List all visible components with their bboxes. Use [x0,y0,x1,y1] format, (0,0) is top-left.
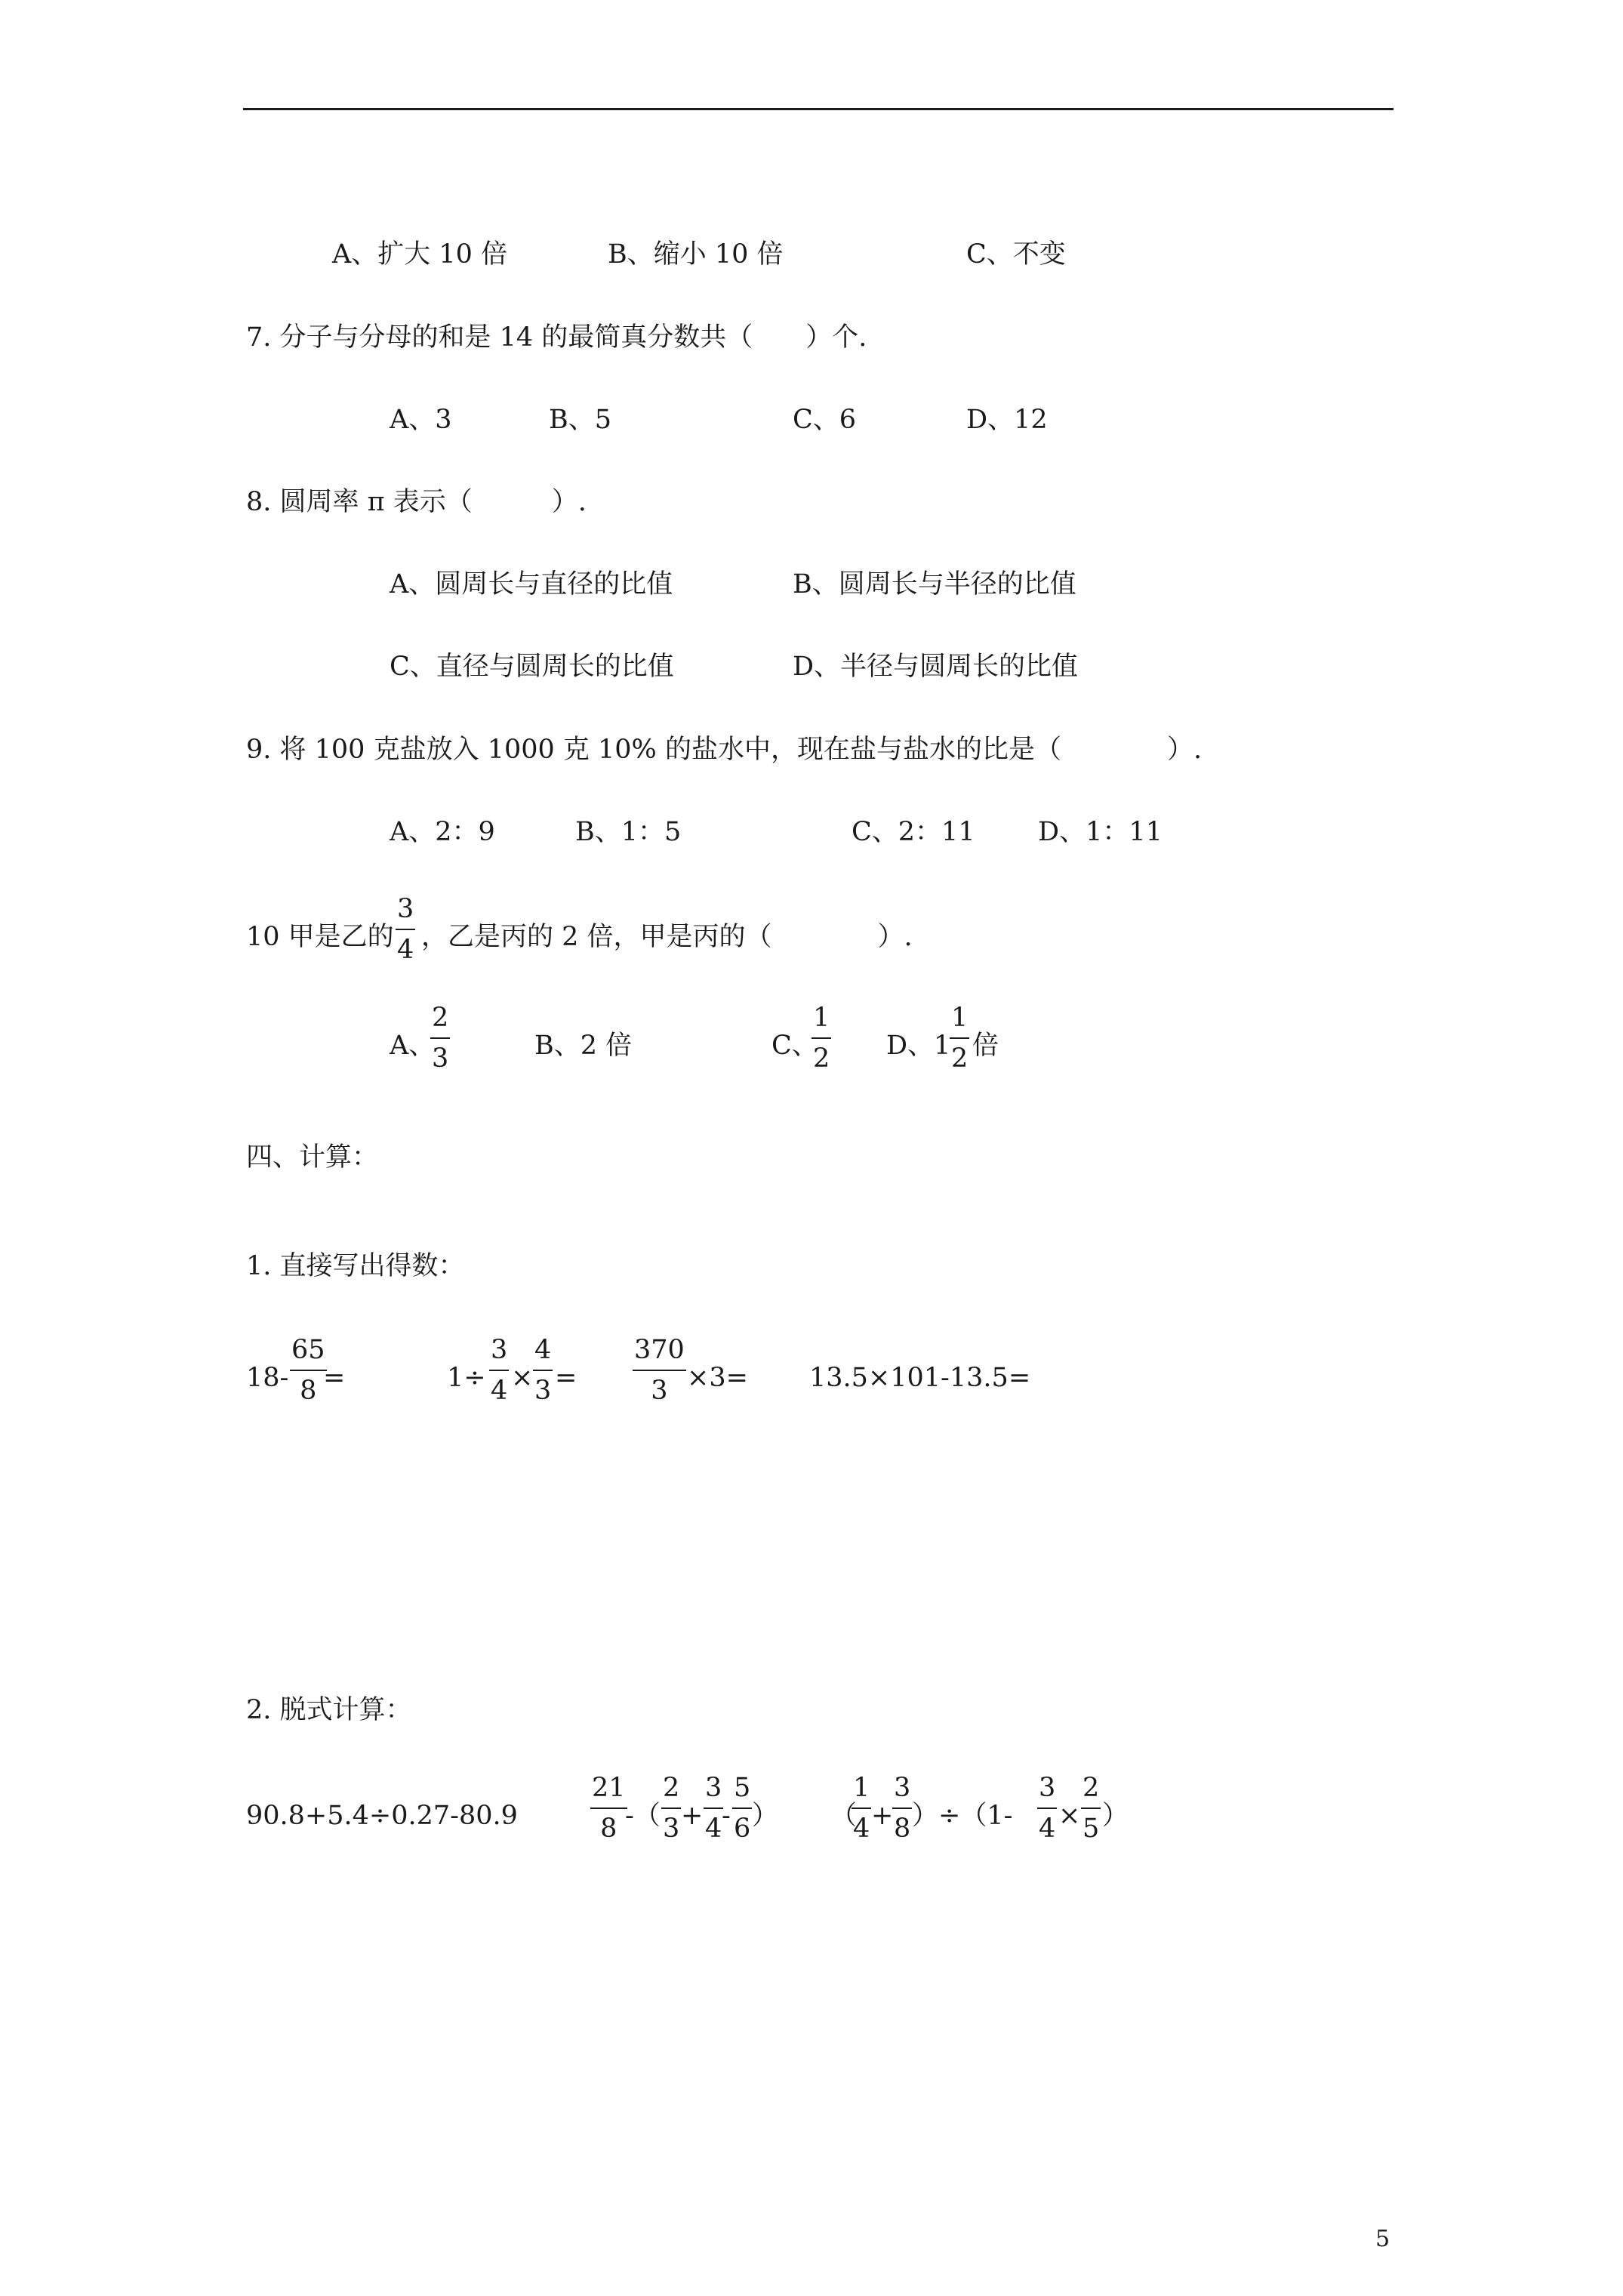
calc1-expr2-times: × [511,1363,534,1393]
calc1-expr1-suffix: = [323,1363,346,1393]
q8-option-a: A、圆周长与直径的比值 [390,569,673,599]
q8-stem: 8. 圆周率 π 表示（ ）. [246,487,587,517]
calc2-expr2-op2: + [681,1801,704,1831]
calc1-expr3-suffix: ×3= [687,1363,748,1393]
q9-option-b: B、1：5 [575,817,682,847]
q7-option-c: C、6 [793,405,857,435]
q10-option-c-fraction: 1 2 [813,1003,830,1074]
q8-option-d: D、半径与圆周长的比值 [793,652,1079,682]
calc1-expr2-fraction-1: 3 4 [491,1335,508,1406]
section-title: 四、计算： [246,1142,379,1173]
q10-option-d-suffix: 倍 [972,1031,999,1061]
q9-option-c: C、2：11 [852,817,975,847]
q10-option-d-fraction: 1 2 [951,1003,969,1074]
q8-option-b: B、圆周长与半径的比值 [793,569,1076,599]
calc2-expr3-close: ） [1102,1801,1129,1831]
header-rule [243,108,1394,110]
q10-option-a-fraction: 2 3 [432,1003,449,1074]
q10-stem-post: ，乙是丙的 2 倍，甲是丙的（ ）. [421,922,913,952]
calc2-expr2-fraction-1: 2 3 [663,1773,680,1844]
q9-option-a: A、2：9 [390,817,495,847]
page-number: 5 [1375,2226,1390,2252]
q10-option-d-label: D、1 [886,1031,951,1061]
calc2-expr3-open: （ [830,1801,858,1831]
q9-option-d: D、1：11 [1038,817,1163,847]
q6-option-c: C、不变 [966,239,1066,270]
calc2-expr2-fraction-2: 3 4 [705,1773,722,1844]
q7-stem: 7. 分子与分母的和是 14 的最简真分数共（ ）个. [246,322,867,353]
calc2-expr2-fraction-0: 21 8 [592,1773,626,1844]
calc2-expr3-fraction-3: 3 4 [1039,1773,1056,1844]
q8-option-c: C、直径与圆周长的比值 [390,652,674,682]
calc2-expr3-fraction-1: 1 4 [853,1773,870,1844]
calc2-expr1: 90.8+5.4÷0.27-80.9 [246,1801,518,1831]
calc1-expr1-prefix: 18- [246,1363,289,1393]
calc1-expr3-fraction: 370 3 [634,1335,685,1406]
q10-option-c-label: C、 [771,1031,818,1061]
calc1-expr4: 13.5×101-13.5= [809,1363,1031,1393]
calc1-expr2-prefix: 1÷ [447,1363,486,1393]
subsection-title-1: 1. 直接写出得数： [246,1251,465,1281]
calc2-expr3-op1: + [871,1801,894,1831]
q10-stem-pre: 10 甲是乙的 [246,922,394,952]
q7-option-a: A、3 [390,405,452,435]
q9-stem: 9. 将 100 克盐放入 1000 克 10% 的盐水中，现在盐与盐水的比是（ ）. [246,735,1203,765]
q10-fraction: 3 4 [397,894,414,965]
calc2-expr2-op1: -（ [625,1801,661,1831]
q6-option-a: A、扩大 10 倍 [332,239,508,270]
q10-option-b: B、2 倍 [534,1031,633,1061]
q10-option-a-label: A、 [390,1031,436,1061]
q7-option-b: B、5 [549,405,611,435]
calc2-expr3-op2: ）÷（1- [912,1801,1013,1831]
calc2-expr3-fraction-4: 2 5 [1083,1773,1100,1844]
subsection-title-2: 2. 脱式计算： [246,1695,412,1725]
q7-option-d: D、12 [966,405,1048,435]
calc2-expr2-op3: - [722,1801,731,1831]
calc1-expr1-fraction: 65 8 [291,1335,325,1406]
calc2-expr2-fraction-3: 5 6 [734,1773,751,1844]
calc2-expr3-fraction-2: 3 8 [894,1773,911,1844]
calc1-expr2-suffix: = [555,1363,577,1393]
calc1-expr2-fraction-2: 4 3 [534,1335,552,1406]
calc2-expr2-close: ） [752,1801,779,1831]
q6-option-b: B、缩小 10 倍 [608,239,784,270]
calc2-expr3-op3: × [1058,1801,1081,1831]
